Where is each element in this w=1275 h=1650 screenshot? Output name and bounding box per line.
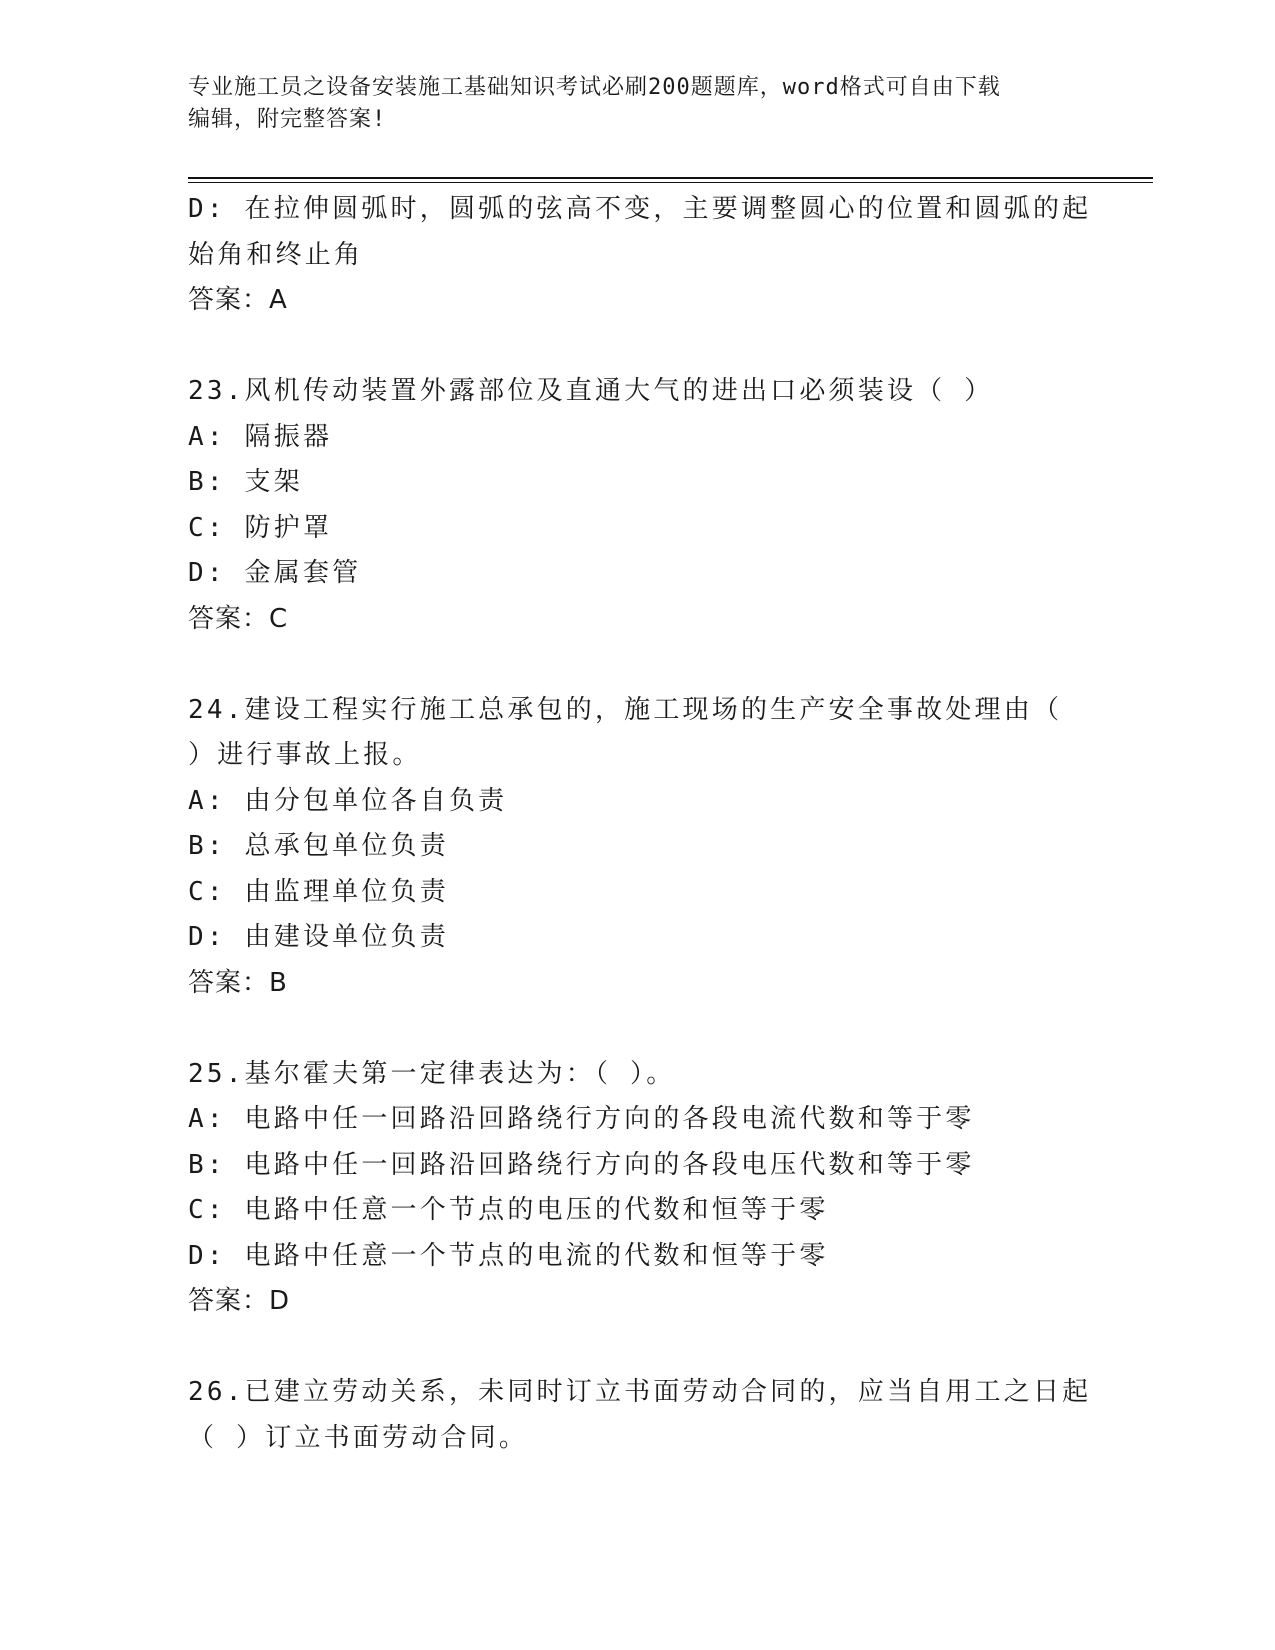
question-text: 23.风机传动装置外露部位及直通大气的进出口必须装设（ ） — [188, 376, 994, 406]
answer: 答案：C — [188, 603, 289, 634]
spacer — [188, 1325, 1088, 1371]
option-b: B: 电路中任一回路沿回路绕行方向的各段电压代数和等于零 — [188, 1149, 975, 1180]
option-a: A: 由分包单位各自负责 — [188, 785, 508, 816]
option-d: D: 由建设单位负责 — [188, 922, 449, 952]
answer: 答案：D — [188, 1286, 291, 1316]
question-25 — [188, 1052, 1088, 1325]
question-26 — [188, 1370, 1092, 1461]
option-c: C: 防护罩 — [188, 512, 333, 543]
option-b: B: 总承包单位负责 — [188, 831, 449, 861]
header-rule-thick — [188, 177, 1153, 179]
header-line-1: 专业施工员之设备安装施工基础知识考试必刷200题题库，word格式可自由下载 — [188, 75, 1001, 100]
header-line-2: 编辑，附完整答案! — [188, 107, 387, 132]
spacer — [188, 1006, 1088, 1052]
document-header — [188, 72, 1068, 136]
option-c: C: 由监理单位负责 — [188, 876, 449, 907]
option-c: C: 电路中任意一个节点的电压的代数和恒等于零 — [188, 1195, 829, 1225]
answer: 答案：B — [188, 967, 288, 998]
spacer — [188, 324, 1088, 370]
option-d: D: 金属套管 — [188, 558, 362, 588]
header-rule-thin — [188, 182, 1153, 183]
question-text-continued: （ ）订立书面劳动合同。 — [188, 1422, 529, 1453]
option-a: A: 隔振器 — [188, 421, 333, 452]
option-a: A: 电路中任一回路沿回路绕行方向的各段电流代数和等于零 — [188, 1104, 975, 1134]
question-23 — [188, 369, 1088, 642]
question-text-continued: ）进行事故上报。 — [188, 740, 422, 770]
option-d: D: 电路中任意一个节点的电流的代数和恒等于零 — [188, 1240, 829, 1271]
question-list — [188, 187, 1092, 1461]
question-text: 26.已建立劳动关系，未同时订立书面劳动合同的，应当自用工之日起 — [188, 1377, 1092, 1407]
question-22-continuation — [188, 187, 1092, 324]
answer: 答案：A — [188, 285, 288, 315]
question-24 — [188, 688, 1088, 1007]
option-b: B: 支架 — [188, 467, 303, 497]
option-d: D: 在拉伸圆弧时，圆弧的弦高不变，主要调整圆心的位置和圆弧的起 — [188, 194, 1092, 224]
spacer — [188, 642, 1088, 688]
option-d-continued: 始角和终止角 — [188, 239, 364, 270]
question-text: 24.建设工程实行施工总承包的，施工现场的生产安全事故处理由（ — [188, 694, 1063, 725]
question-text: 25.基尔霍夫第一定律表达为：（ ）。 — [188, 1058, 676, 1089]
